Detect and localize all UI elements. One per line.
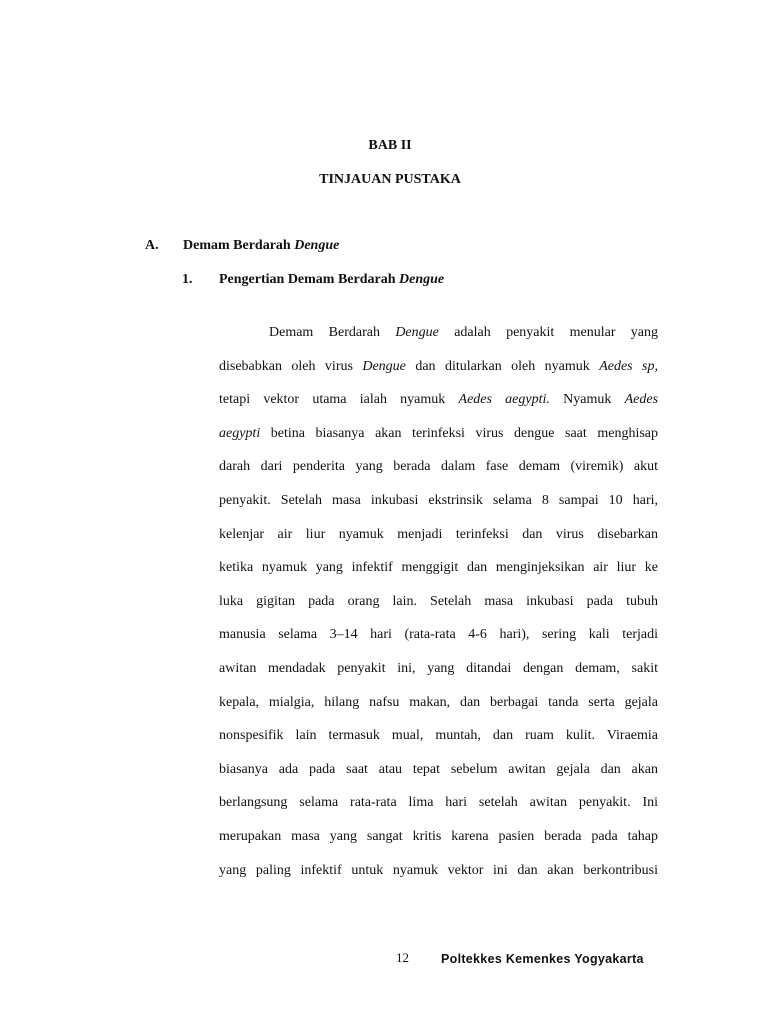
- paragraph-line: ketika nyamuk yang infektif menggigit dan menginjeksikan air liur ke: [219, 560, 658, 576]
- paragraph-line: penyakit. Setelah masa inkubasi ekstrinsik selama 8 sampai 10 hari,: [219, 492, 658, 508]
- text-run: tetapi vektor utama ialah nyamuk: [219, 392, 446, 408]
- paragraph-line: luka gigitan pada orang lain. Setelah masa inkubasi pada tubuh: [219, 593, 658, 609]
- text-run: Nyamuk: [563, 392, 612, 408]
- italic-term: aegypti: [219, 425, 261, 441]
- paragraph-line: [219, 316, 658, 350]
- section-title-italic: Dengue: [294, 238, 340, 253]
- subsection-marker: 1.: [182, 272, 193, 287]
- paragraph-line: [219, 417, 658, 451]
- text-run: betina biasanya akan terinfeksi virus dengue saat menghisap: [270, 425, 658, 441]
- paragraph-line: yang paling infektif untuk nyamuk vektor ini dan akan berkontribusi: [219, 862, 658, 878]
- paragraph-line: [219, 383, 658, 417]
- text-run: dan ditularkan oleh nyamuk: [415, 358, 590, 374]
- subsection-title-italic: Dengue: [399, 272, 445, 287]
- section-title-plain: Demam Berdarah: [183, 238, 291, 253]
- text-run: disebabkan oleh virus: [219, 358, 353, 374]
- paragraph-line: merupakan masa yang sangat kritis karena pasien berada pada tahap: [219, 828, 658, 844]
- italic-term: Dengue: [395, 325, 439, 340]
- paragraph-line: awitan mendadak penyakit ini, yang ditandai dengan demam, sakit: [219, 660, 658, 676]
- paragraph-line: kepala, mialgia, hilang nafsu makan, dan berbagai tanda serta gejala: [219, 694, 658, 710]
- page-number: 12: [396, 950, 409, 965]
- section-marker: A.: [145, 238, 159, 253]
- paragraph-line: biasanya ada pada saat atau tepat sebelum awitan gejala dan akan: [219, 761, 658, 777]
- body-paragraph: [219, 316, 658, 887]
- paragraph-line: berlangsung selama rata-rata lima hari setelah awitan penyakit. Ini: [219, 795, 658, 811]
- italic-term: Dengue: [362, 358, 406, 374]
- chapter-number: BAB II: [368, 138, 412, 153]
- paragraph-line: nonspesifik lain termasuk mual, muntah, dan ruam kulit. Viraemia: [219, 728, 658, 744]
- text-run: adalah penyakit menular yang: [454, 325, 659, 340]
- text-run: Demam Berdarah: [269, 325, 380, 340]
- paragraph-line: darah dari penderita yang berada dalam fase demam (viremik) akut: [219, 459, 658, 475]
- paragraph-line: [219, 350, 658, 384]
- paragraph-line: kelenjar air liur nyamuk menjadi terinfeksi dan virus disebarkan: [219, 526, 658, 542]
- subsection-title: [219, 272, 444, 288]
- italic-term: Aedes: [624, 392, 659, 408]
- section-title: [183, 238, 339, 254]
- footer-institution: Poltekkes Kemenkes Yogyakarta: [441, 952, 644, 966]
- subsection-title-plain: Pengertian Demam Berdarah: [219, 272, 396, 287]
- paragraph-line: manusia selama 3–14 hari (rata-rata 4-6 hari), sering kali terjadi: [219, 627, 658, 643]
- italic-term: Aedes aegypti.: [458, 392, 550, 408]
- italic-term: Aedes sp,: [599, 358, 658, 374]
- chapter-title: TINJAUAN PUSTAKA: [319, 172, 461, 187]
